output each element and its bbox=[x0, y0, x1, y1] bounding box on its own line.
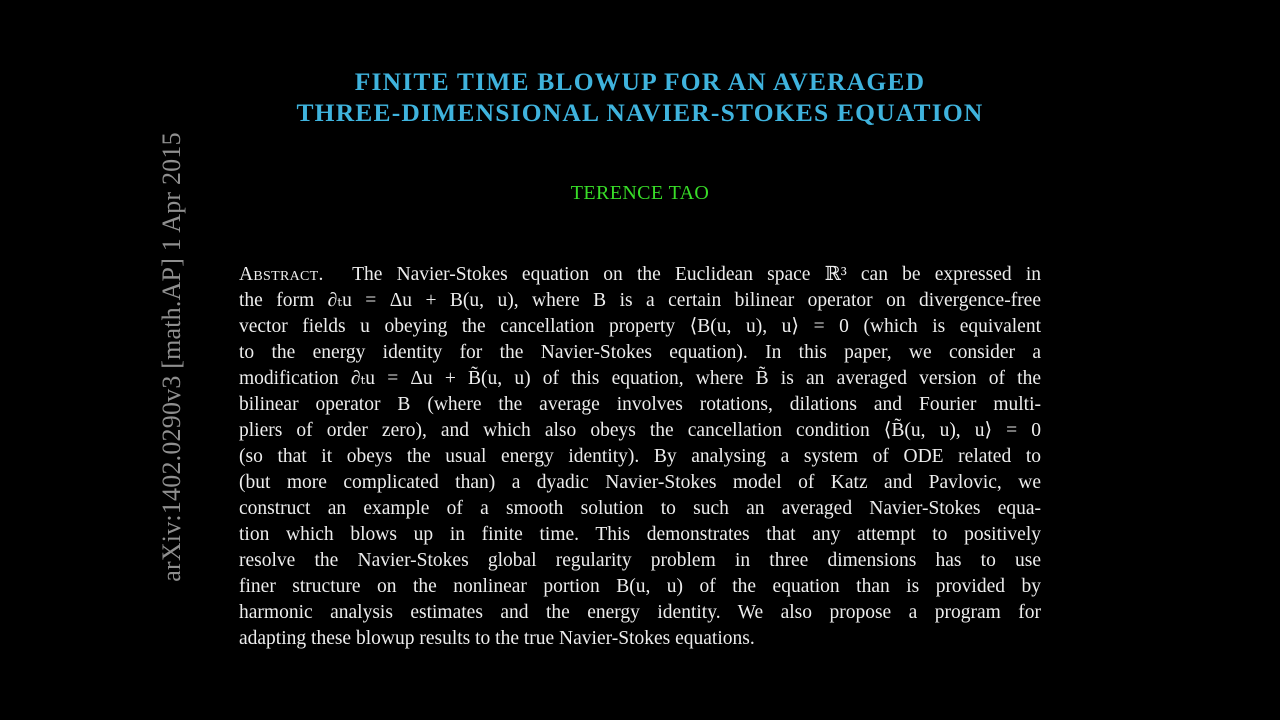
author-name: TERENCE TAO bbox=[570, 182, 710, 204]
abstract-label: Abstract. bbox=[239, 264, 324, 285]
arxiv-identifier-stamp: arXiv:1402.0290v3 [math.AP] 1 Apr 2015 bbox=[157, 132, 186, 582]
abstract-line bbox=[239, 262, 1041, 288]
abstract-line: resolve the Navier-Stokes global regularity problem in three dimensions has to use bbox=[239, 550, 1041, 571]
abstract-line: pliers of order zero), and which also obeys the cancellation condition ⟨B̃(u, u), u⟩ = 0 bbox=[239, 420, 1041, 441]
abstract-line: (so that it obeys the usual energy identity). By analysing a system of ODE related to bbox=[239, 446, 1041, 467]
abstract-line: harmonic analysis estimates and the energy identity. We also propose a program for bbox=[239, 602, 1041, 623]
abstract-line: finer structure on the nonlinear portion B(u, u) of the equation than is provided by bbox=[239, 576, 1041, 597]
abstract-line-text: The Navier-Stokes equation on the Euclidean space ℝ³ can be expressed in bbox=[352, 264, 1041, 285]
abstract-line: tion which blows up in finite time. This demonstrates that any attempt to positively bbox=[239, 524, 1041, 545]
paper-title bbox=[240, 66, 1040, 128]
paper-title-line-2: THREE-DIMENSIONAL NAVIER-STOKES EQUATION bbox=[296, 98, 984, 127]
paper-title-line-1: FINITE TIME BLOWUP FOR AN AVERAGED bbox=[354, 67, 926, 96]
abstract-line: to the energy identity for the Navier-Stokes equation). In this paper, we consider a bbox=[239, 342, 1041, 363]
abstract-block bbox=[239, 262, 1041, 652]
abstract-line: modification ∂ₜu = Δu + B̃(u, u) of this equation, where B̃ is an averaged version of the bbox=[239, 368, 1041, 389]
abstract-line: vector fields u obeying the cancellation property ⟨B(u, u), u⟩ = 0 (which is equivalent bbox=[239, 316, 1041, 337]
abstract-line: (but more complicated than) a dyadic Navier-Stokes model of Katz and Pavlovic, we bbox=[239, 472, 1041, 493]
abstract-line: the form ∂ₜu = Δu + B(u, u), where B is a certain bilinear operator on divergence-free bbox=[239, 290, 1041, 311]
abstract-line: bilinear operator B (where the average involves rotations, dilations and Fourier multi- bbox=[239, 394, 1041, 415]
abstract-line: construct an example of a smooth solution to such an averaged Navier-Stokes equa- bbox=[239, 498, 1041, 519]
abstract-line: adapting these blowup results to the true Navier-Stokes equations. bbox=[239, 628, 755, 649]
